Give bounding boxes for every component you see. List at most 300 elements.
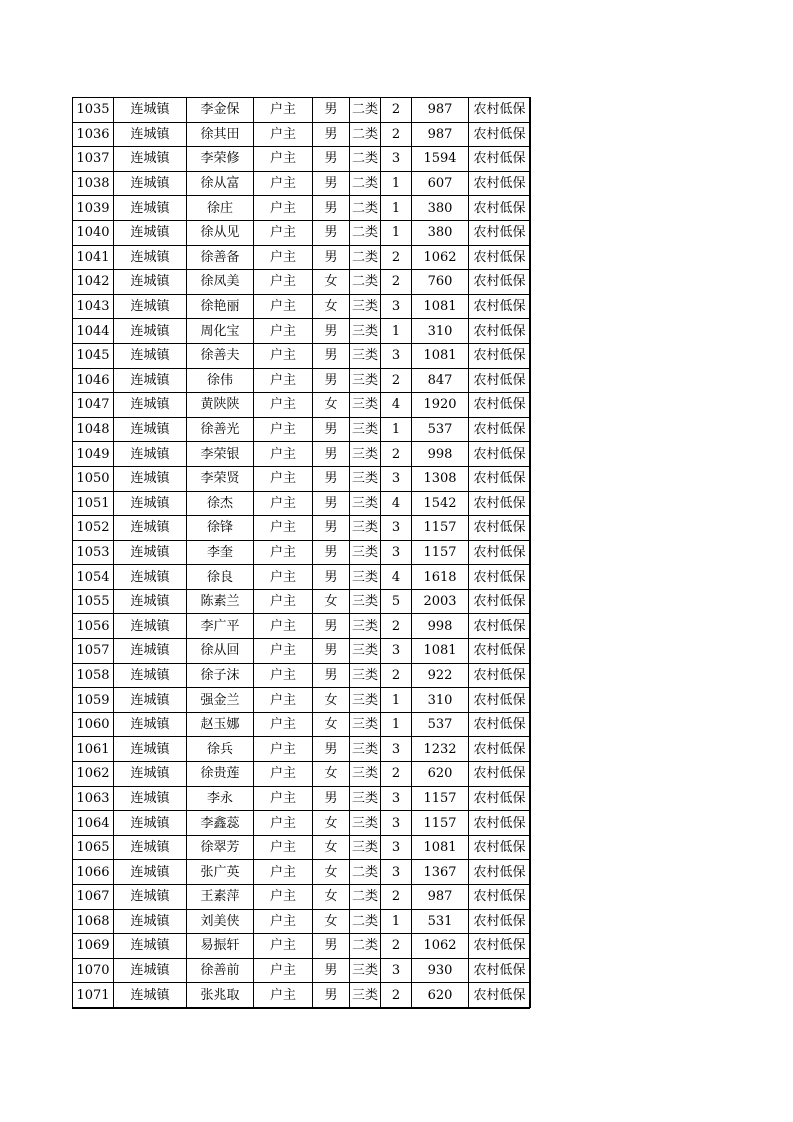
assistance-type-cell: 农村低保: [469, 417, 531, 442]
category-cell: 二类: [350, 860, 381, 885]
name-cell: 徐兵: [187, 737, 254, 762]
relation-cell: 户主: [254, 958, 313, 983]
relation-cell: 户主: [254, 712, 313, 737]
household-size-cell: 5: [381, 589, 412, 614]
assistance-type-cell: 农村低保: [469, 909, 531, 934]
amount-cell: 1308: [412, 466, 469, 491]
record-number-cell: 1050: [73, 466, 114, 491]
amount-cell: 847: [412, 368, 469, 393]
record-number-cell: 1063: [73, 786, 114, 811]
relation-cell: 户主: [254, 270, 313, 295]
relation-cell: 户主: [254, 442, 313, 467]
assistance-type-cell: 农村低保: [469, 491, 531, 516]
assistance-type-cell: 农村低保: [469, 466, 531, 491]
category-cell: 三类: [350, 466, 381, 491]
household-size-cell: 3: [381, 294, 412, 319]
assistance-type-cell: 农村低保: [469, 958, 531, 983]
household-size-cell: 2: [381, 98, 412, 123]
relation-cell: 户主: [254, 688, 313, 713]
town-cell: 连城镇: [114, 491, 187, 516]
relation-cell: 户主: [254, 663, 313, 688]
relation-cell: 户主: [254, 639, 313, 664]
table-row: [73, 786, 531, 811]
household-size-cell: 3: [381, 811, 412, 836]
assistance-type-cell: 农村低保: [469, 220, 531, 245]
assistance-type-cell: 农村低保: [469, 811, 531, 836]
town-cell: 连城镇: [114, 811, 187, 836]
town-cell: 连城镇: [114, 934, 187, 959]
name-cell: 强金兰: [187, 688, 254, 713]
household-size-cell: 3: [381, 835, 412, 860]
category-cell: 三类: [350, 589, 381, 614]
table-row: [73, 491, 531, 516]
town-cell: 连城镇: [114, 196, 187, 221]
assistance-type-cell: 农村低保: [469, 98, 531, 123]
household-size-cell: 3: [381, 958, 412, 983]
category-cell: 三类: [350, 983, 381, 1008]
amount-cell: 380: [412, 196, 469, 221]
category-cell: 三类: [350, 491, 381, 516]
name-cell: 徐善前: [187, 958, 254, 983]
table-row: [73, 442, 531, 467]
gender-cell: 男: [313, 171, 350, 196]
category-cell: 三类: [350, 368, 381, 393]
household-size-cell: 2: [381, 368, 412, 393]
household-size-cell: 3: [381, 516, 412, 541]
category-cell: 三类: [350, 786, 381, 811]
town-cell: 连城镇: [114, 466, 187, 491]
name-cell: 李永: [187, 786, 254, 811]
town-cell: 连城镇: [114, 639, 187, 664]
amount-cell: 620: [412, 983, 469, 1008]
amount-cell: 607: [412, 171, 469, 196]
amount-cell: 537: [412, 712, 469, 737]
amount-cell: 760: [412, 270, 469, 295]
name-cell: 陈素兰: [187, 589, 254, 614]
record-number-cell: 1041: [73, 245, 114, 270]
relation-cell: 户主: [254, 417, 313, 442]
table-row: [73, 934, 531, 959]
gender-cell: 男: [313, 122, 350, 147]
relation-cell: 户主: [254, 368, 313, 393]
category-cell: 二类: [350, 196, 381, 221]
assistance-type-cell: 农村低保: [469, 786, 531, 811]
name-cell: 张兆取: [187, 983, 254, 1008]
town-cell: 连城镇: [114, 516, 187, 541]
household-size-cell: 1: [381, 712, 412, 737]
household-size-cell: 3: [381, 343, 412, 368]
relation-cell: 户主: [254, 343, 313, 368]
town-cell: 连城镇: [114, 786, 187, 811]
gender-cell: 男: [313, 663, 350, 688]
record-number-cell: 1062: [73, 762, 114, 787]
name-cell: 徐凤美: [187, 270, 254, 295]
name-cell: 张广英: [187, 860, 254, 885]
town-cell: 连城镇: [114, 122, 187, 147]
record-number-cell: 1046: [73, 368, 114, 393]
record-number-cell: 1036: [73, 122, 114, 147]
amount-cell: 998: [412, 442, 469, 467]
town-cell: 连城镇: [114, 835, 187, 860]
assistance-table: [72, 97, 531, 1008]
amount-cell: 1062: [412, 934, 469, 959]
gender-cell: 男: [313, 220, 350, 245]
category-cell: 三类: [350, 811, 381, 836]
household-size-cell: 2: [381, 245, 412, 270]
record-number-cell: 1047: [73, 393, 114, 418]
assistance-type-cell: 农村低保: [469, 860, 531, 885]
record-number-cell: 1058: [73, 663, 114, 688]
relation-cell: 户主: [254, 885, 313, 910]
record-number-cell: 1055: [73, 589, 114, 614]
category-cell: 二类: [350, 270, 381, 295]
household-size-cell: 2: [381, 122, 412, 147]
town-cell: 连城镇: [114, 614, 187, 639]
household-size-cell: 1: [381, 196, 412, 221]
household-size-cell: 2: [381, 663, 412, 688]
amount-cell: 987: [412, 885, 469, 910]
name-cell: 徐锋: [187, 516, 254, 541]
amount-cell: 1081: [412, 639, 469, 664]
name-cell: 李金保: [187, 98, 254, 123]
relation-cell: 户主: [254, 909, 313, 934]
relation-cell: 户主: [254, 934, 313, 959]
category-cell: 三类: [350, 442, 381, 467]
gender-cell: 女: [313, 860, 350, 885]
gender-cell: 男: [313, 639, 350, 664]
assistance-type-cell: 农村低保: [469, 712, 531, 737]
table-row: [73, 885, 531, 910]
assistance-type-cell: 农村低保: [469, 368, 531, 393]
assistance-type-cell: 农村低保: [469, 688, 531, 713]
assistance-type-cell: 农村低保: [469, 270, 531, 295]
household-size-cell: 1: [381, 688, 412, 713]
gender-cell: 男: [313, 737, 350, 762]
household-size-cell: 2: [381, 442, 412, 467]
household-size-cell: 2: [381, 983, 412, 1008]
household-size-cell: 2: [381, 762, 412, 787]
category-cell: 三类: [350, 835, 381, 860]
gender-cell: 男: [313, 934, 350, 959]
relation-cell: 户主: [254, 196, 313, 221]
table-row: [73, 466, 531, 491]
amount-cell: 620: [412, 762, 469, 787]
relation-cell: 户主: [254, 122, 313, 147]
relation-cell: 户主: [254, 319, 313, 344]
category-cell: 三类: [350, 762, 381, 787]
name-cell: 徐从见: [187, 220, 254, 245]
name-cell: 徐善备: [187, 245, 254, 270]
amount-cell: 1081: [412, 835, 469, 860]
relation-cell: 户主: [254, 762, 313, 787]
amount-cell: 1542: [412, 491, 469, 516]
name-cell: 李广平: [187, 614, 254, 639]
household-size-cell: 1: [381, 417, 412, 442]
household-size-cell: 1: [381, 171, 412, 196]
gender-cell: 女: [313, 393, 350, 418]
household-size-cell: 3: [381, 737, 412, 762]
town-cell: 连城镇: [114, 663, 187, 688]
relation-cell: 户主: [254, 811, 313, 836]
record-number-cell: 1067: [73, 885, 114, 910]
amount-cell: 987: [412, 98, 469, 123]
name-cell: 徐善光: [187, 417, 254, 442]
amount-cell: 1157: [412, 540, 469, 565]
category-cell: 二类: [350, 909, 381, 934]
category-cell: 三类: [350, 712, 381, 737]
name-cell: 徐翠芳: [187, 835, 254, 860]
assistance-type-cell: 农村低保: [469, 294, 531, 319]
town-cell: 连城镇: [114, 737, 187, 762]
name-cell: 徐从回: [187, 639, 254, 664]
record-number-cell: 1056: [73, 614, 114, 639]
town-cell: 连城镇: [114, 417, 187, 442]
record-number-cell: 1065: [73, 835, 114, 860]
record-number-cell: 1052: [73, 516, 114, 541]
category-cell: 三类: [350, 540, 381, 565]
assistance-type-cell: 农村低保: [469, 319, 531, 344]
category-cell: 二类: [350, 220, 381, 245]
record-number-cell: 1060: [73, 712, 114, 737]
assistance-type-cell: 农村低保: [469, 983, 531, 1008]
assistance-type-cell: 农村低保: [469, 122, 531, 147]
table-row: [73, 860, 531, 885]
town-cell: 连城镇: [114, 983, 187, 1008]
gender-cell: 男: [313, 245, 350, 270]
gender-cell: 女: [313, 811, 350, 836]
amount-cell: 310: [412, 319, 469, 344]
name-cell: 周化宝: [187, 319, 254, 344]
record-number-cell: 1037: [73, 147, 114, 172]
name-cell: 李荣银: [187, 442, 254, 467]
category-cell: 二类: [350, 885, 381, 910]
assistance-type-cell: 农村低保: [469, 934, 531, 959]
name-cell: 徐杰: [187, 491, 254, 516]
table-row: [73, 98, 531, 123]
gender-cell: 男: [313, 565, 350, 590]
assistance-type-cell: 农村低保: [469, 245, 531, 270]
amount-cell: 310: [412, 688, 469, 713]
assistance-type-cell: 农村低保: [469, 885, 531, 910]
name-cell: 徐庄: [187, 196, 254, 221]
town-cell: 连城镇: [114, 270, 187, 295]
gender-cell: 男: [313, 958, 350, 983]
category-cell: 三类: [350, 343, 381, 368]
record-number-cell: 1048: [73, 417, 114, 442]
relation-cell: 户主: [254, 171, 313, 196]
household-size-cell: 2: [381, 934, 412, 959]
table-row: [73, 958, 531, 983]
name-cell: 徐从富: [187, 171, 254, 196]
gender-cell: 女: [313, 885, 350, 910]
category-cell: 三类: [350, 319, 381, 344]
name-cell: 徐子沫: [187, 663, 254, 688]
table-row: [73, 417, 531, 442]
relation-cell: 户主: [254, 466, 313, 491]
household-size-cell: 2: [381, 270, 412, 295]
amount-cell: 1157: [412, 811, 469, 836]
amount-cell: 998: [412, 614, 469, 639]
category-cell: 三类: [350, 294, 381, 319]
record-number-cell: 1057: [73, 639, 114, 664]
record-number-cell: 1061: [73, 737, 114, 762]
record-number-cell: 1040: [73, 220, 114, 245]
name-cell: 李鑫蕊: [187, 811, 254, 836]
town-cell: 连城镇: [114, 245, 187, 270]
assistance-type-cell: 农村低保: [469, 516, 531, 541]
table-row: [73, 319, 531, 344]
town-cell: 连城镇: [114, 565, 187, 590]
amount-cell: 1081: [412, 294, 469, 319]
table-row: [73, 196, 531, 221]
gender-cell: 男: [313, 196, 350, 221]
gender-cell: 女: [313, 589, 350, 614]
town-cell: 连城镇: [114, 319, 187, 344]
name-cell: 徐贵莲: [187, 762, 254, 787]
gender-cell: 女: [313, 762, 350, 787]
name-cell: 刘美侠: [187, 909, 254, 934]
town-cell: 连城镇: [114, 368, 187, 393]
record-number-cell: 1064: [73, 811, 114, 836]
amount-cell: 1367: [412, 860, 469, 885]
name-cell: 李荣贤: [187, 466, 254, 491]
category-cell: 三类: [350, 737, 381, 762]
household-size-cell: 3: [381, 147, 412, 172]
relation-cell: 户主: [254, 516, 313, 541]
assistance-type-cell: 农村低保: [469, 589, 531, 614]
assistance-type-cell: 农村低保: [469, 835, 531, 860]
name-cell: 王素萍: [187, 885, 254, 910]
category-cell: 三类: [350, 639, 381, 664]
relation-cell: 户主: [254, 737, 313, 762]
record-number-cell: 1039: [73, 196, 114, 221]
relation-cell: 户主: [254, 860, 313, 885]
amount-cell: 2003: [412, 589, 469, 614]
table-row: [73, 171, 531, 196]
gender-cell: 男: [313, 540, 350, 565]
table-row: [73, 565, 531, 590]
table-row: [73, 368, 531, 393]
town-cell: 连城镇: [114, 147, 187, 172]
amount-cell: 1062: [412, 245, 469, 270]
relation-cell: 户主: [254, 589, 313, 614]
category-cell: 二类: [350, 171, 381, 196]
gender-cell: 男: [313, 417, 350, 442]
gender-cell: 女: [313, 294, 350, 319]
relation-cell: 户主: [254, 393, 313, 418]
amount-cell: 1157: [412, 516, 469, 541]
relation-cell: 户主: [254, 245, 313, 270]
record-number-cell: 1069: [73, 934, 114, 959]
town-cell: 连城镇: [114, 98, 187, 123]
household-size-cell: 3: [381, 860, 412, 885]
record-number-cell: 1043: [73, 294, 114, 319]
assistance-type-cell: 农村低保: [469, 639, 531, 664]
gender-cell: 男: [313, 983, 350, 1008]
assistance-type-cell: 农村低保: [469, 343, 531, 368]
name-cell: 黄陕陕: [187, 393, 254, 418]
name-cell: 徐艳丽: [187, 294, 254, 319]
record-number-cell: 1042: [73, 270, 114, 295]
table-row: [73, 712, 531, 737]
gender-cell: 男: [313, 98, 350, 123]
category-cell: 三类: [350, 516, 381, 541]
household-size-cell: 3: [381, 639, 412, 664]
town-cell: 连城镇: [114, 393, 187, 418]
amount-cell: 1081: [412, 343, 469, 368]
household-size-cell: 2: [381, 614, 412, 639]
record-number-cell: 1054: [73, 565, 114, 590]
assistance-type-cell: 农村低保: [469, 442, 531, 467]
table-row: [73, 762, 531, 787]
town-cell: 连城镇: [114, 958, 187, 983]
category-cell: 三类: [350, 417, 381, 442]
category-cell: 二类: [350, 147, 381, 172]
town-cell: 连城镇: [114, 909, 187, 934]
category-cell: 三类: [350, 565, 381, 590]
record-number-cell: 1035: [73, 98, 114, 123]
record-number-cell: 1038: [73, 171, 114, 196]
record-number-cell: 1066: [73, 860, 114, 885]
name-cell: 李奎: [187, 540, 254, 565]
table-row: [73, 270, 531, 295]
name-cell: 赵玉娜: [187, 712, 254, 737]
relation-cell: 户主: [254, 786, 313, 811]
gender-cell: 男: [313, 319, 350, 344]
record-number-cell: 1051: [73, 491, 114, 516]
town-cell: 连城镇: [114, 540, 187, 565]
table-row: [73, 737, 531, 762]
relation-cell: 户主: [254, 983, 313, 1008]
table-row: [73, 220, 531, 245]
category-cell: 三类: [350, 958, 381, 983]
assistance-type-cell: 农村低保: [469, 171, 531, 196]
amount-cell: 922: [412, 663, 469, 688]
town-cell: 连城镇: [114, 294, 187, 319]
assistance-type-cell: 农村低保: [469, 762, 531, 787]
category-cell: 二类: [350, 934, 381, 959]
record-number-cell: 1044: [73, 319, 114, 344]
gender-cell: 男: [313, 614, 350, 639]
table-row: [73, 614, 531, 639]
town-cell: 连城镇: [114, 171, 187, 196]
town-cell: 连城镇: [114, 343, 187, 368]
gender-cell: 女: [313, 688, 350, 713]
gender-cell: 男: [313, 442, 350, 467]
name-cell: 徐伟: [187, 368, 254, 393]
town-cell: 连城镇: [114, 885, 187, 910]
relation-cell: 户主: [254, 540, 313, 565]
amount-cell: 1618: [412, 565, 469, 590]
gender-cell: 男: [313, 343, 350, 368]
category-cell: 二类: [350, 245, 381, 270]
table-row: [73, 343, 531, 368]
record-number-cell: 1045: [73, 343, 114, 368]
household-size-cell: 4: [381, 393, 412, 418]
record-number-cell: 1049: [73, 442, 114, 467]
relation-cell: 户主: [254, 220, 313, 245]
record-number-cell: 1053: [73, 540, 114, 565]
gender-cell: 女: [313, 270, 350, 295]
table-row: [73, 639, 531, 664]
assistance-type-cell: 农村低保: [469, 663, 531, 688]
record-number-cell: 1059: [73, 688, 114, 713]
assistance-type-cell: 农村低保: [469, 147, 531, 172]
household-size-cell: 3: [381, 786, 412, 811]
household-size-cell: 2: [381, 885, 412, 910]
record-number-cell: 1071: [73, 983, 114, 1008]
table-row: [73, 294, 531, 319]
